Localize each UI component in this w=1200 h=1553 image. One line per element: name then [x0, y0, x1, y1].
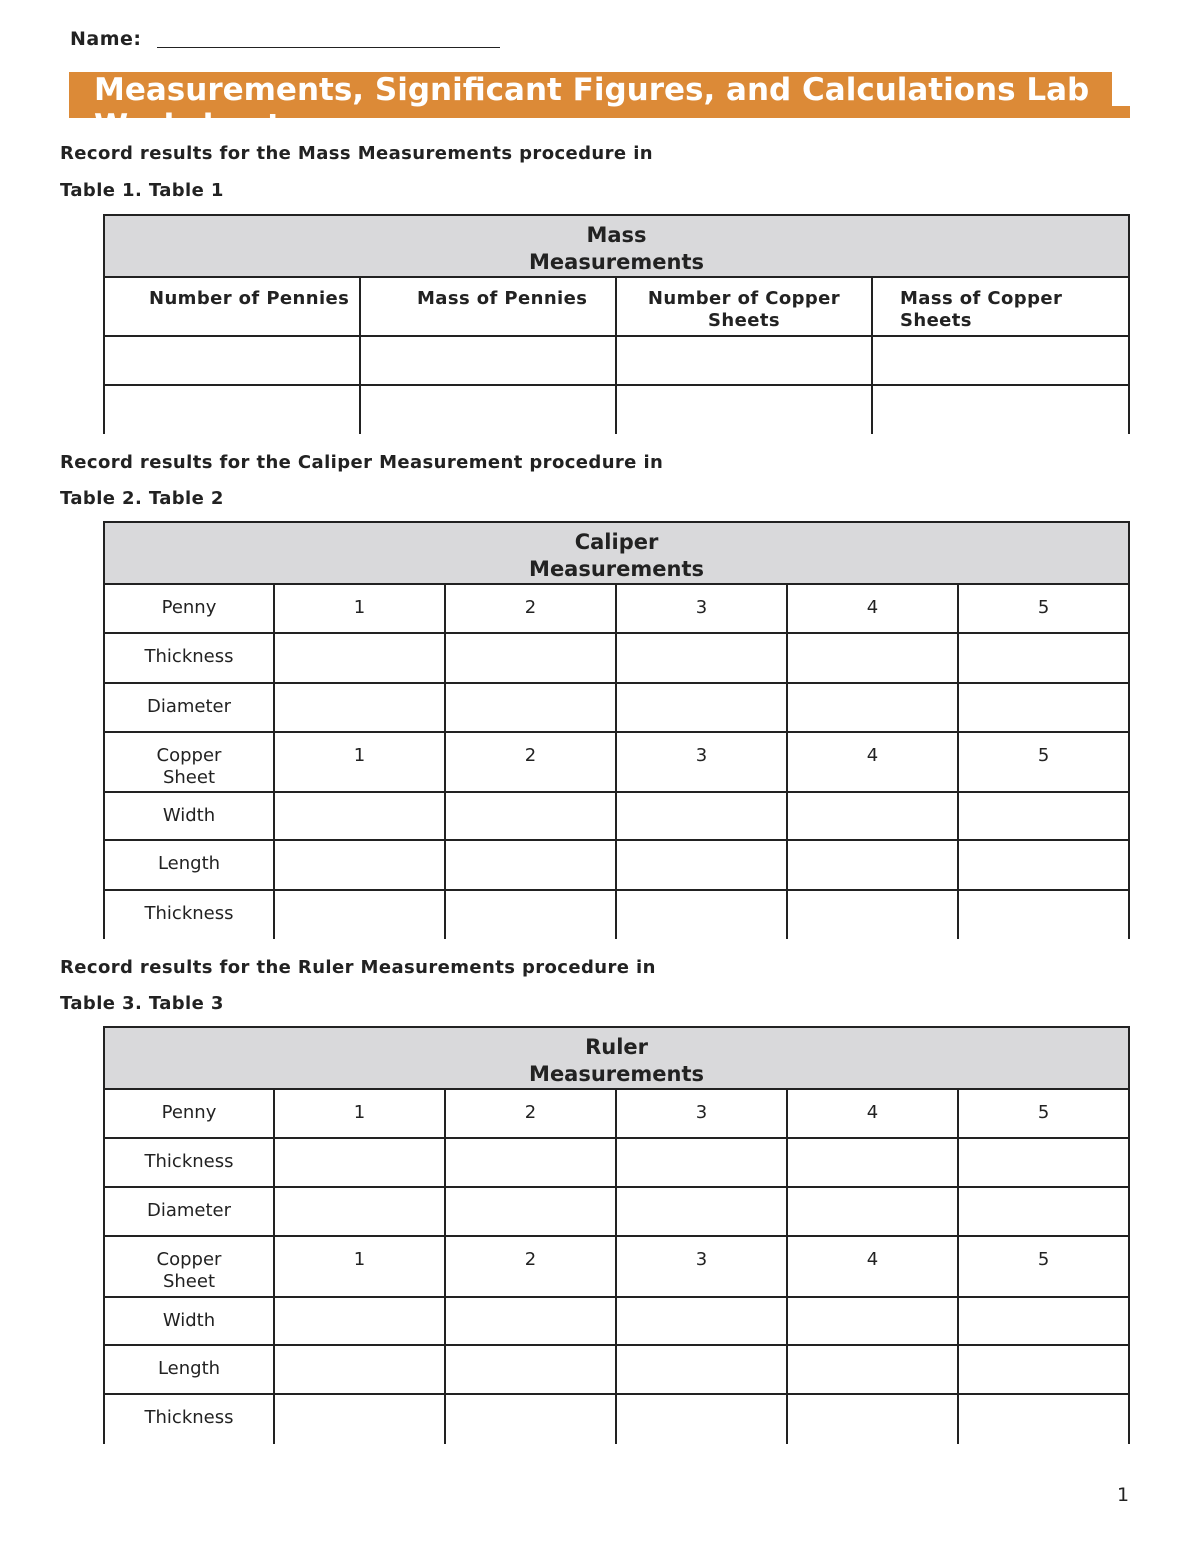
data-cell[interactable]: [445, 1394, 616, 1444]
ruler-measurements-table: [103, 1026, 1130, 1444]
page-title-line2: Worksheet: [94, 108, 282, 144]
copper-number: 2: [445, 732, 616, 792]
copper-number: 3: [616, 732, 787, 792]
data-cell[interactable]: [274, 683, 445, 732]
data-cell[interactable]: [274, 1394, 445, 1444]
data-cell[interactable]: [445, 792, 616, 840]
thickness-label: Thickness: [104, 1394, 274, 1444]
caliper-table-title-line1: Caliper: [574, 530, 659, 554]
data-cell[interactable]: [616, 890, 787, 939]
page-number: 1: [1117, 1484, 1130, 1506]
data-cell[interactable]: [445, 1345, 616, 1394]
data-cell[interactable]: [787, 840, 958, 890]
penny-number: 1: [274, 1089, 445, 1138]
data-cell[interactable]: [958, 633, 1129, 683]
copper-number: 1: [274, 1236, 445, 1297]
data-cell[interactable]: [616, 840, 787, 890]
penny-number: 4: [787, 1089, 958, 1138]
data-cell[interactable]: [958, 792, 1129, 840]
mass-measurements-table: [103, 214, 1130, 434]
data-cell[interactable]: [958, 1345, 1129, 1394]
data-cell[interactable]: [616, 1187, 787, 1236]
data-cell[interactable]: [958, 890, 1129, 939]
length-label: Length: [104, 1345, 274, 1394]
copper-number: 5: [958, 732, 1129, 792]
data-cell[interactable]: [445, 890, 616, 939]
penny-number: 2: [445, 1089, 616, 1138]
penny-number: 5: [958, 584, 1129, 633]
data-cell[interactable]: [787, 792, 958, 840]
mass-cell[interactable]: [360, 336, 616, 385]
data-cell[interactable]: [274, 1187, 445, 1236]
data-cell[interactable]: [958, 1394, 1129, 1444]
mass-cell[interactable]: [104, 336, 360, 385]
col-mass-of-pennies: Mass of Pennies: [360, 277, 616, 336]
width-label: Width: [104, 1297, 274, 1345]
col-mass-of-copper-sheets: Mass of Copper Sheets: [872, 277, 1129, 336]
diameter-label: Diameter: [104, 683, 274, 732]
table1-caption: Table 1. Table 1: [60, 180, 224, 201]
data-cell[interactable]: [787, 1394, 958, 1444]
data-cell[interactable]: [958, 1138, 1129, 1187]
title-notch: [1112, 72, 1130, 106]
data-cell[interactable]: [445, 633, 616, 683]
data-cell[interactable]: [274, 1138, 445, 1187]
data-cell[interactable]: [616, 1138, 787, 1187]
data-cell[interactable]: [787, 1187, 958, 1236]
title-banner: [69, 72, 1130, 144]
penny-number: 3: [616, 584, 787, 633]
mass-table-title-line1: Mass: [586, 223, 647, 247]
data-cell[interactable]: [445, 1187, 616, 1236]
caliper-table-title-line2: Measurements: [529, 557, 705, 581]
data-cell[interactable]: [787, 633, 958, 683]
data-cell[interactable]: [445, 1138, 616, 1187]
data-cell[interactable]: [787, 683, 958, 732]
page-title-line1: Measurements, Significant Figures, and Calculations Lab: [94, 72, 1090, 108]
thickness-label: Thickness: [104, 890, 274, 939]
mass-table-title-line2: Measurements: [529, 250, 705, 274]
data-cell[interactable]: [787, 1297, 958, 1345]
col-number-of-pennies: Number of Pennies: [104, 277, 360, 336]
data-cell[interactable]: [616, 792, 787, 840]
mass-cell[interactable]: [360, 385, 616, 434]
diameter-label: Diameter: [104, 1187, 274, 1236]
penny-number: 2: [445, 584, 616, 633]
caliper-table-title: [104, 522, 1129, 584]
data-cell[interactable]: [274, 633, 445, 683]
thickness-label: Thickness: [104, 1138, 274, 1187]
col-number-of-copper-sheets: Number of Copper Sheets: [616, 277, 872, 336]
mass-cell[interactable]: [104, 385, 360, 434]
data-cell[interactable]: [616, 1394, 787, 1444]
name-label: Name:: [70, 28, 142, 50]
data-cell[interactable]: [274, 1345, 445, 1394]
copper-number: 3: [616, 1236, 787, 1297]
penny-label: Penny: [104, 584, 274, 633]
length-label: Length: [104, 840, 274, 890]
copper-number: 4: [787, 732, 958, 792]
mass-cell[interactable]: [616, 385, 872, 434]
data-cell[interactable]: [958, 683, 1129, 732]
data-cell[interactable]: [787, 1345, 958, 1394]
copper-number: 5: [958, 1236, 1129, 1297]
mass-cell[interactable]: [872, 336, 1129, 385]
data-cell[interactable]: [958, 840, 1129, 890]
data-cell[interactable]: [274, 840, 445, 890]
data-cell[interactable]: [958, 1187, 1129, 1236]
penny-number: 5: [958, 1089, 1129, 1138]
penny-number: 4: [787, 584, 958, 633]
data-cell[interactable]: [616, 633, 787, 683]
data-cell[interactable]: [616, 1345, 787, 1394]
copper-number: 1: [274, 732, 445, 792]
data-cell[interactable]: [787, 1138, 958, 1187]
data-cell[interactable]: [274, 792, 445, 840]
penny-label: Penny: [104, 1089, 274, 1138]
data-cell[interactable]: [274, 890, 445, 939]
name-input-line[interactable]: [157, 47, 500, 48]
data-cell[interactable]: [274, 1297, 445, 1345]
copper-number: 2: [445, 1236, 616, 1297]
mass-cell[interactable]: [616, 336, 872, 385]
ruler-table-title-line1: Ruler: [585, 1035, 648, 1059]
data-cell[interactable]: [616, 1297, 787, 1345]
ruler-table-title-line2: Measurements: [529, 1062, 705, 1086]
ruler-table-title: [104, 1027, 1129, 1089]
penny-number: 1: [274, 584, 445, 633]
data-cell[interactable]: [787, 890, 958, 939]
page-title: [94, 72, 1134, 144]
caliper-measurements-table: [103, 521, 1130, 939]
ruler-instruction: Record results for the Ruler Measurements procedure in: [60, 957, 656, 978]
width-label: Width: [104, 792, 274, 840]
mass-table-title: [104, 215, 1129, 277]
data-cell[interactable]: [445, 1297, 616, 1345]
data-cell[interactable]: [445, 683, 616, 732]
caliper-instruction: Record results for the Caliper Measurement procedure in: [60, 452, 664, 473]
table3-caption: Table 3. Table 3: [60, 993, 224, 1014]
copper-number: 4: [787, 1236, 958, 1297]
thickness-label: Thickness: [104, 633, 274, 683]
data-cell[interactable]: [958, 1297, 1129, 1345]
penny-number: 3: [616, 1089, 787, 1138]
data-cell[interactable]: [445, 840, 616, 890]
copper-sheet-label: Copper Sheet: [104, 732, 274, 792]
copper-sheet-label: Copper Sheet: [104, 1236, 274, 1297]
data-cell[interactable]: [616, 683, 787, 732]
mass-cell[interactable]: [872, 385, 1129, 434]
mass-instruction: Record results for the Mass Measurements procedure in: [60, 143, 653, 164]
table2-caption: Table 2. Table 2: [60, 488, 224, 509]
